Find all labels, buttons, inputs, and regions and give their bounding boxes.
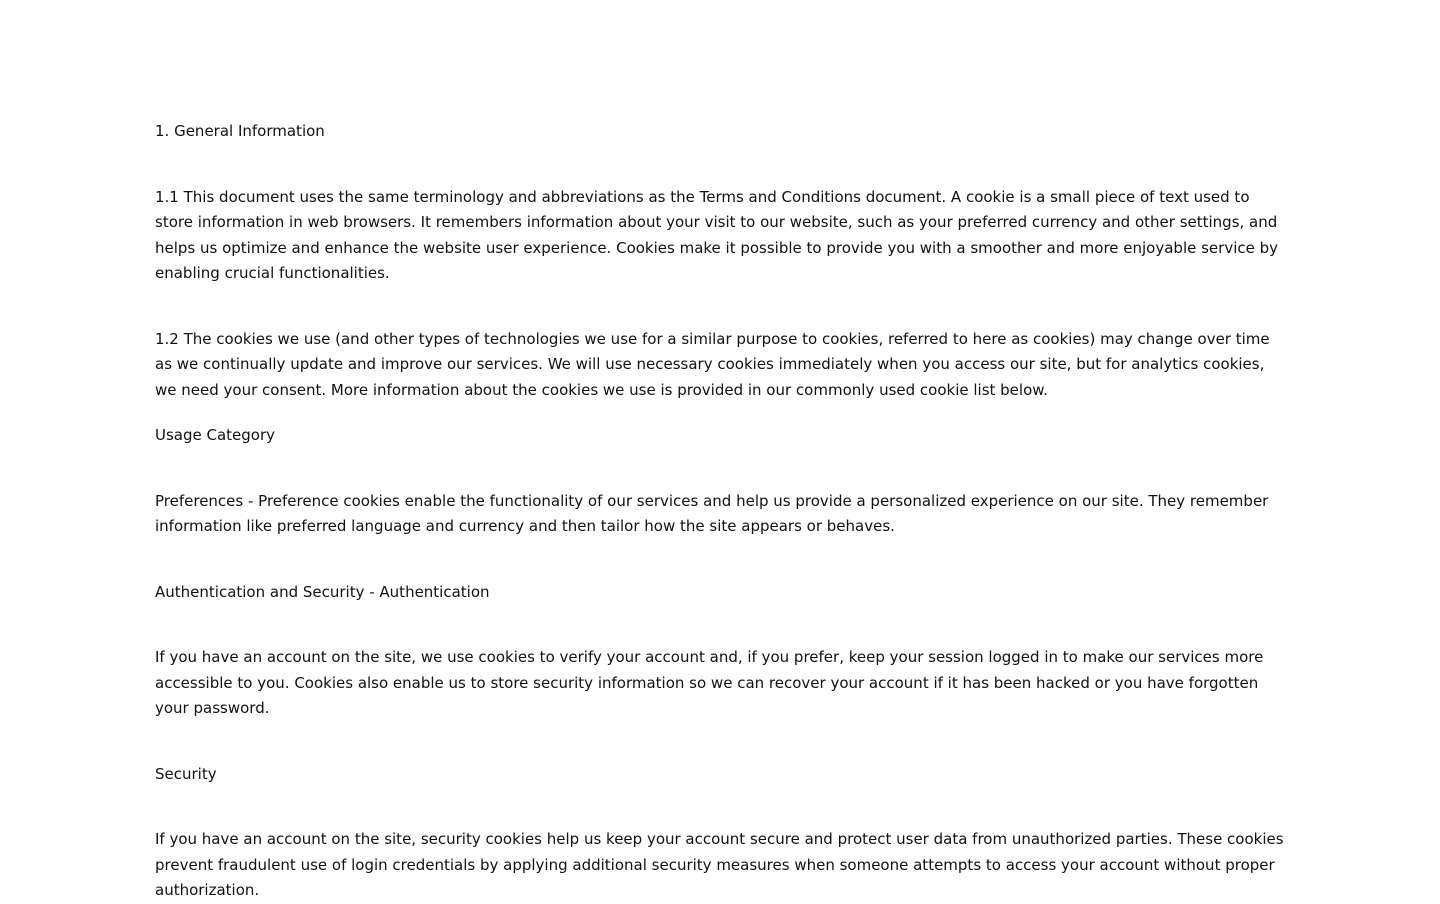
preferences-paragraph: Preferences - Preference cookies enable the functionality of our services and help us provide a personalized experience on our site. They remember information like preferred language and currency and then tailor how the site appears or behaves. — [155, 491, 1269, 535]
section-spacer — [155, 449, 1285, 489]
security-paragraph: If you have an account on the site, security cookies help us keep your account secure and protect user data from unauthorized parties. These cookies prevent fraudulent use of login credentials by applying additional security measures when someone attempts to access your account without proper authorization. — [155, 830, 1284, 899]
general-information-heading: 1. General Information — [155, 122, 325, 140]
section-spacer — [155, 605, 1285, 645]
section-spacer — [155, 403, 1285, 423]
section-spacer — [155, 145, 1285, 185]
section-spacer — [155, 722, 1285, 762]
section-spacer — [155, 540, 1285, 580]
authentication-paragraph: If you have an account on the site, we use cookies to verify your account and, if you prefer, keep your session logged in to make our services more accessible to you. Cookies also enable us to store security information so we can recover your account if it has been hacked or you have forgotten your password. — [155, 648, 1264, 717]
paragraph-1-2: 1.2 The cookies we use (and other types of technologies we use for a similar purpose to cookies, referred to here as cookies) may change over time as we continually update and improve our services. We will use necessary cookies immediately when you access our site, but for analytics cookies, we need your consent. More information about the cookies we use is provided in our commonly used cookie list below. — [155, 329, 1270, 399]
authentication-security-heading: Authentication and Security - Authentication — [155, 582, 490, 601]
section-spacer — [155, 287, 1285, 327]
paragraph-1-1: 1.1 This document uses the same terminology and abbreviations as the Terms and Conditions document. A cookie is a small piece of text used to store information in web browsers. It remembers information about your visit to our website, such as your preferred currency and other settings, and helps us optimize and enhance the website user experience. Cookies make it possible to provide you with a smoother and more enjoyable service by enabling crucial functionalities. — [155, 187, 1279, 282]
security-heading: Security — [155, 764, 217, 783]
section-spacer — [155, 787, 1285, 827]
cookie-policy-content — [155, 119, 1285, 904]
usage-category-heading: Usage Category — [155, 426, 276, 444]
